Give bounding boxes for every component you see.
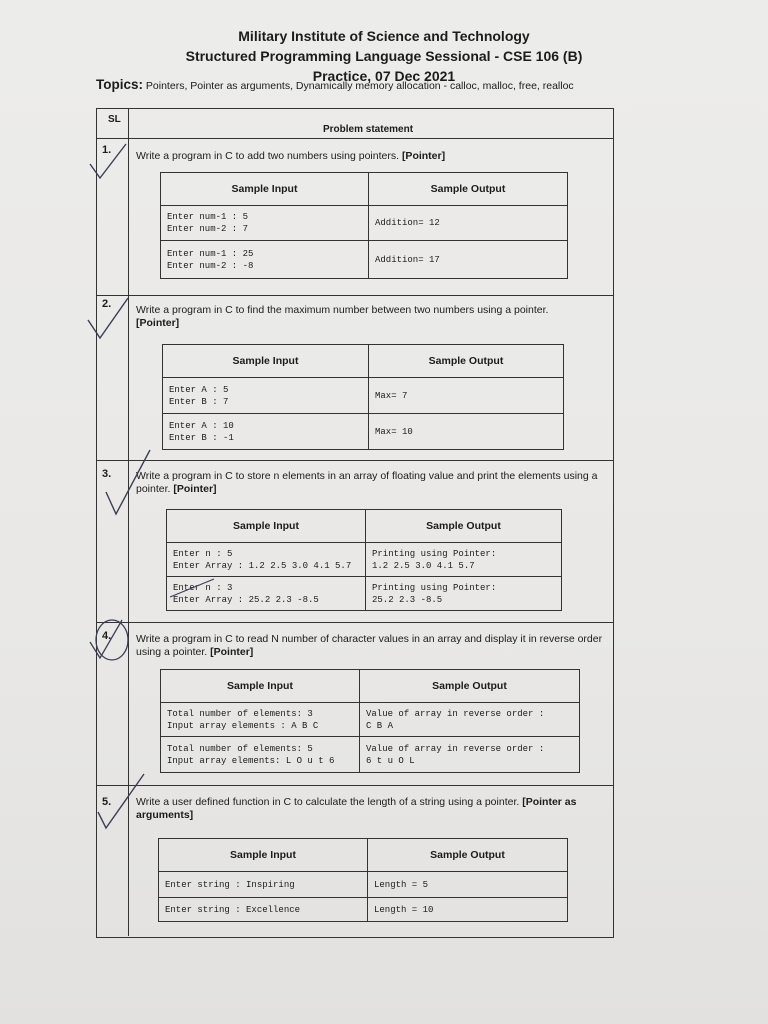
sl-column-header: SL [108, 114, 121, 125]
sample-output-cell: Value of array in reverse order : 6 t u O L [360, 737, 580, 773]
sample-table-5 [158, 838, 568, 922]
problem-tag-5: [Pointer as arguments] [136, 796, 577, 821]
header-row-divider [96, 138, 614, 139]
check-mark-icon [168, 575, 218, 605]
sample-output-cell: Printing using Pointer: 25.2 2.3 -8.5 [366, 577, 562, 611]
problem-statement-4 [136, 633, 604, 659]
problem-tag-4: [Pointer] [210, 646, 254, 658]
sample-input-cell: Total number of elements: 5 Input array elements: L O u t 6 [161, 737, 360, 773]
sample-table-1 [160, 172, 568, 279]
problem-text-1: Write a program in C to add two numbers using pointers. [136, 150, 400, 162]
sample-input-header: Sample Input [161, 173, 369, 206]
problem-text-2: Write a program in C to find the maximum number between two numbers using a pointer. [136, 304, 549, 316]
sample-input-cell: Enter n : 3 Enter Array : 25.2 2.3 -8.5 [167, 577, 366, 611]
problem-text-3: Write a program in C to store n elements in an array of floating value and print the elements using a pointer. [136, 470, 598, 495]
sample-table-4 [160, 669, 580, 773]
practice-date: Practice, 07 Dec 2021 [312, 68, 456, 84]
problem-text-4: Write a program in C to read N number of character values in an array and display it in reverse order using a pointer. [136, 633, 603, 658]
sample-output-cell: Value of array in reverse order : C B A [360, 703, 580, 737]
sample-output-header: Sample Output [366, 510, 562, 543]
sample-output-cell: Addition= 12 [369, 206, 568, 241]
institute-title: Military Institute of Science and Technology [238, 28, 530, 44]
sample-input-header: Sample Input [163, 345, 369, 378]
problem-statement-3 [136, 470, 602, 496]
sample-output-header: Sample Output [369, 345, 564, 378]
sample-output-header: Sample Output [369, 173, 568, 206]
problem-number-1: 1. [102, 144, 112, 156]
sample-output-cell: Printing using Pointer: 1.2 2.5 3.0 4.1 5.7 [366, 543, 562, 577]
topics-text: Pointers, Pointer as arguments, Dynamically memory allocation - calloc, malloc, free, realloc [145, 80, 574, 92]
check-mark-icon [84, 292, 144, 348]
sample-input-cell: Enter A : 10 Enter B : -1 [163, 414, 369, 450]
sample-input-cell: Enter string : Inspiring [159, 872, 368, 898]
sample-input-header: Sample Input [159, 839, 368, 872]
sample-input-header: Sample Input [161, 670, 360, 703]
sample-output-cell: Length = 10 [368, 898, 568, 922]
sample-input-cell: Enter n : 5 Enter Array : 1.2 2.5 3.0 4.1 5.7 [167, 543, 366, 577]
problem-statement-5 [136, 796, 604, 822]
problem-text-5: Write a user defined function in C to calculate the length of a string using a pointer. [136, 796, 520, 808]
sample-input-cell: Enter num-1 : 5 Enter num-2 : 7 [161, 206, 369, 241]
sample-input-cell: Enter A : 5 Enter B : 7 [163, 378, 369, 414]
problem-statement-1 [136, 150, 604, 163]
sample-output-cell: Max= 10 [369, 414, 564, 450]
sample-table-2 [162, 344, 564, 450]
row-divider-2 [96, 460, 614, 461]
row-divider-1 [96, 295, 614, 296]
row-divider-3 [96, 622, 614, 623]
row-divider-4 [96, 785, 614, 786]
problem-tag-2: [Pointer] [136, 317, 180, 329]
sample-input-cell: Enter num-1 : 25 Enter num-2 : -8 [161, 241, 369, 279]
topics-line [96, 77, 574, 92]
sample-output-cell: Max= 7 [369, 378, 564, 414]
problem-number-5: 5. [102, 796, 112, 808]
sample-input-cell: Total number of elements: 3 Input array elements : A B C [161, 703, 360, 737]
problem-number-3: 3. [102, 468, 112, 480]
sample-output-header: Sample Output [360, 670, 580, 703]
sample-output-cell: Addition= 17 [369, 241, 568, 279]
course-title: Structured Programming Language Sessional - CSE 106 (B) [185, 48, 583, 64]
topics-label: Topics: [96, 77, 143, 92]
circle-check-icon [86, 610, 146, 670]
sample-table-3 [166, 509, 562, 611]
check-mark-icon [94, 770, 164, 834]
check-mark-icon [86, 138, 146, 184]
check-mark-icon [100, 446, 170, 526]
problem-statement-2 [136, 304, 604, 330]
problem-number-2: 2. [102, 298, 112, 310]
sample-output-header: Sample Output [368, 839, 568, 872]
sample-input-header: Sample Input [167, 510, 366, 543]
problem-column-header: Problem statement [323, 124, 414, 135]
problem-tag-3: [Pointer] [173, 483, 217, 495]
problem-tag-1: [Pointer] [401, 150, 446, 162]
sample-output-cell: Length = 5 [368, 872, 568, 898]
problem-number-4: 4. [102, 630, 112, 642]
sample-input-cell: Enter string : Excellence [159, 898, 368, 922]
